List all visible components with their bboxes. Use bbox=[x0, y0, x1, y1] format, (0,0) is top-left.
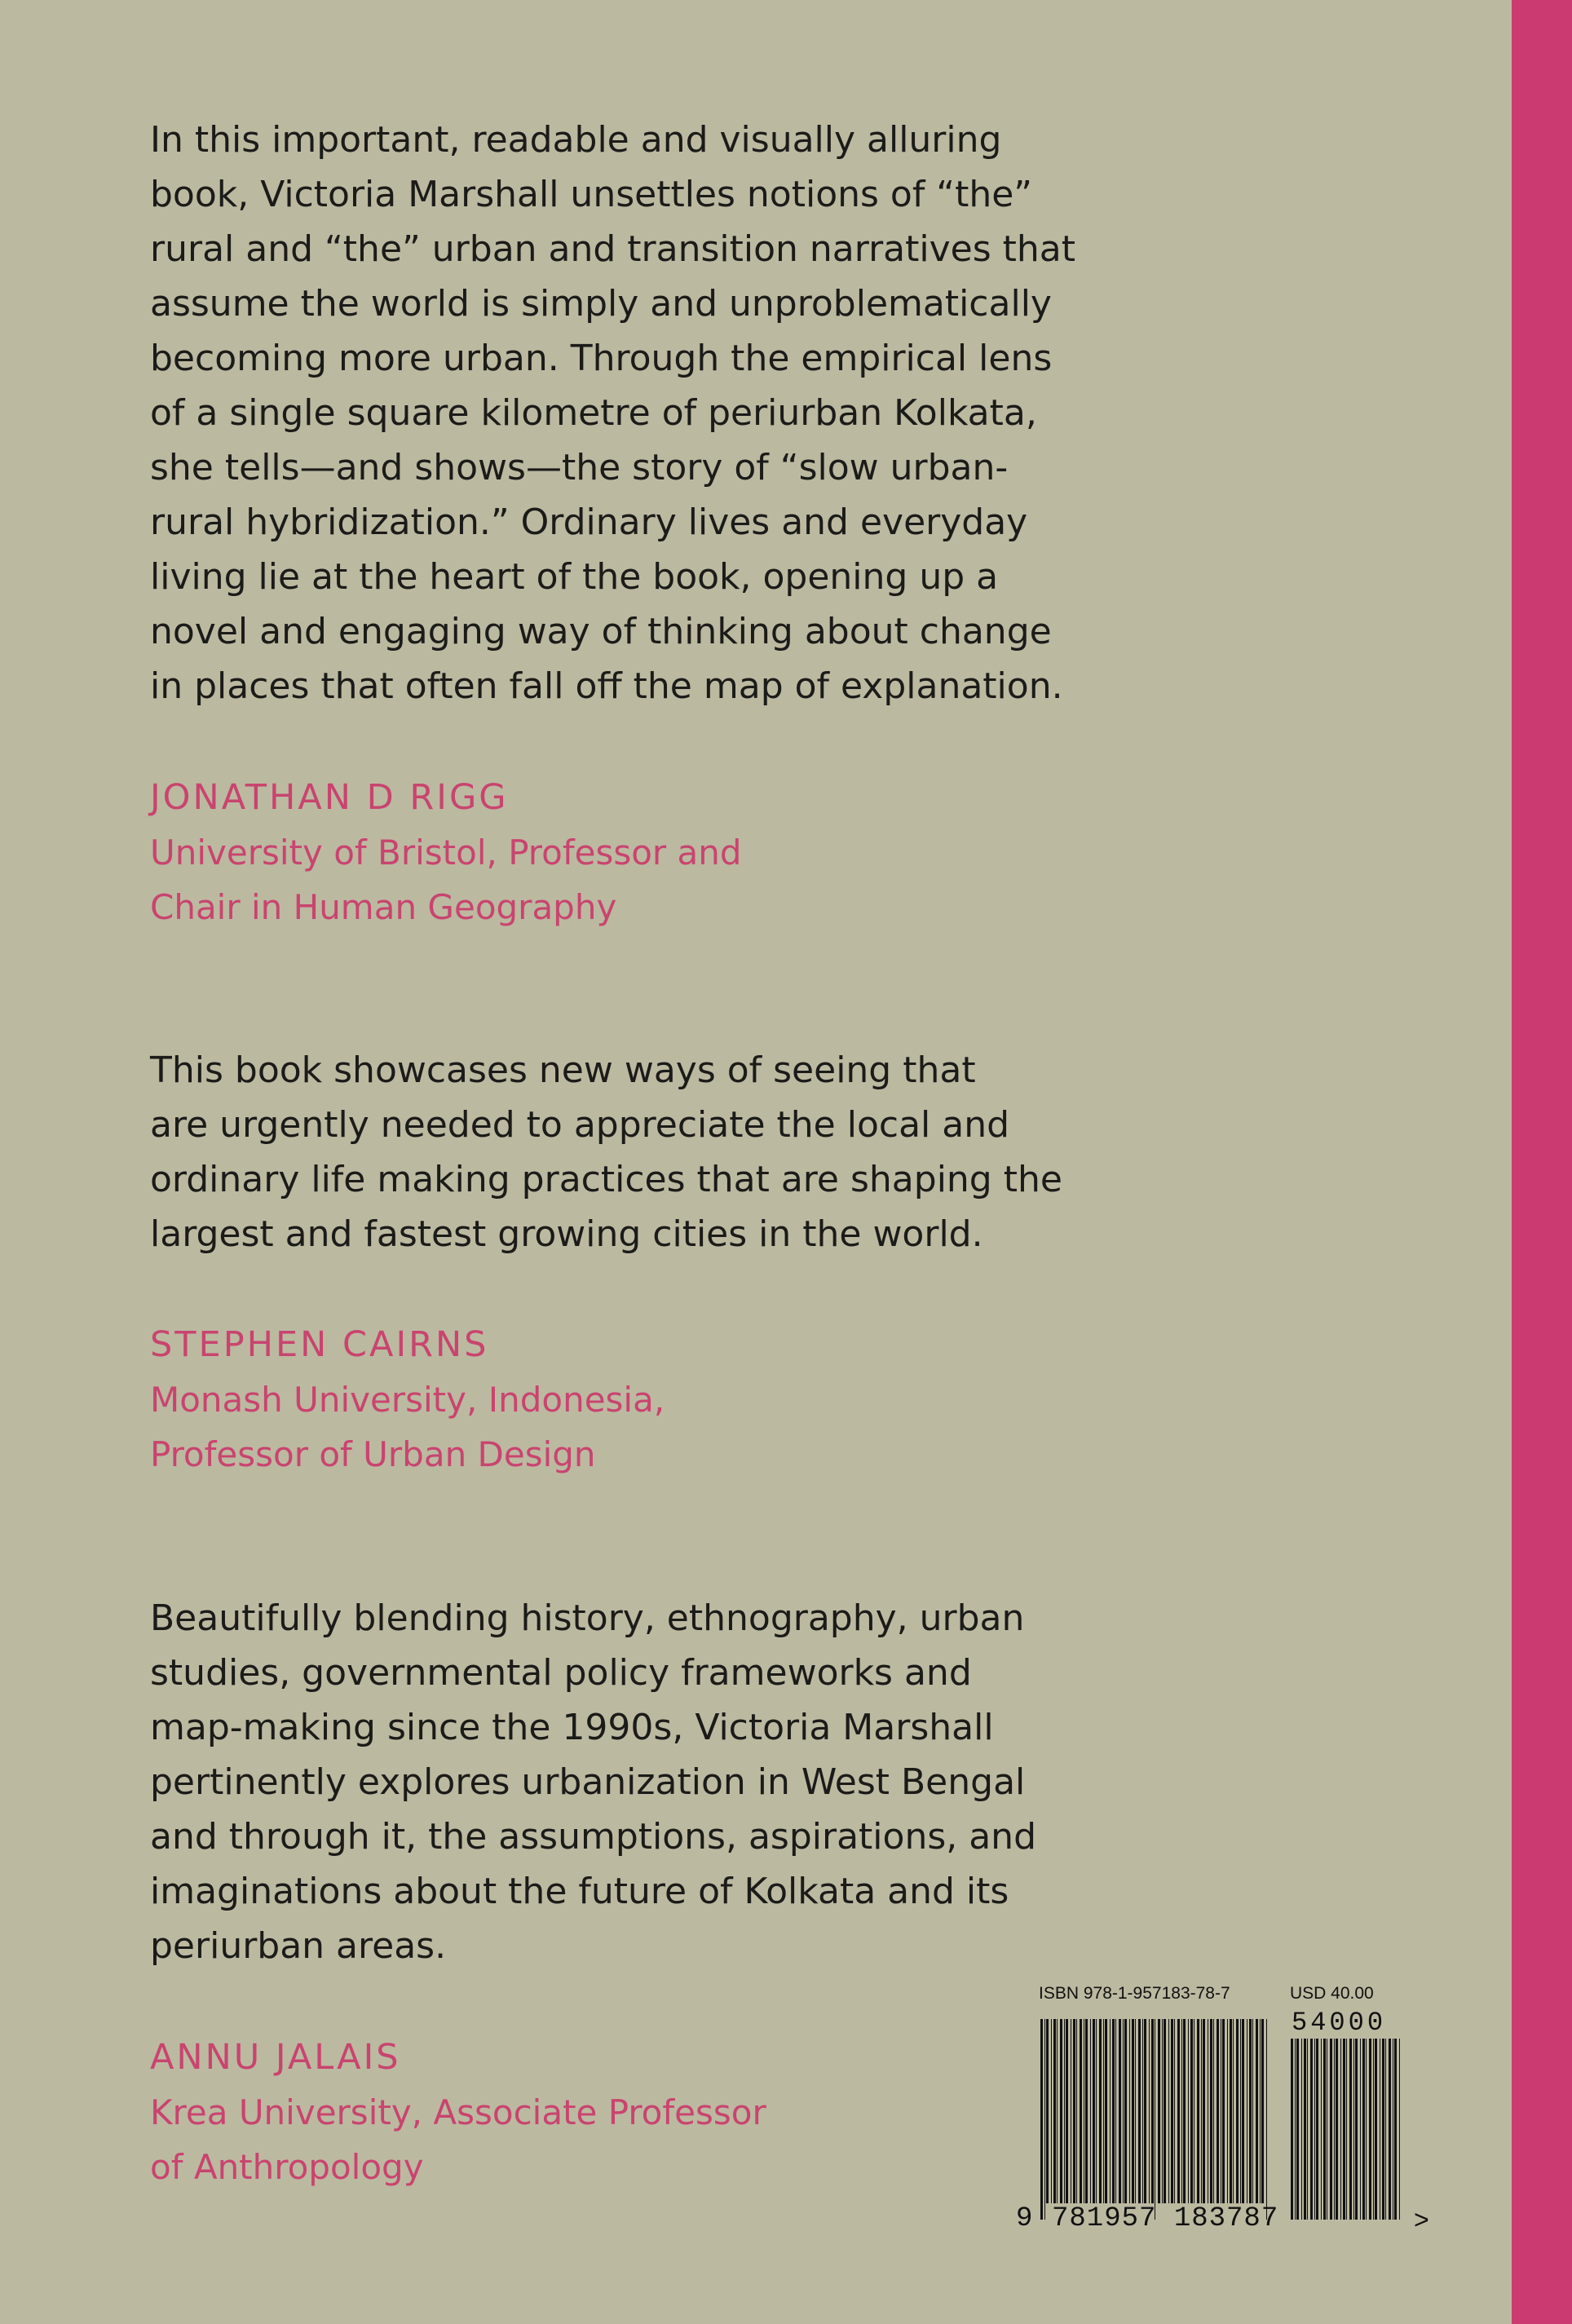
author-affiliation: Chair in Human Geography bbox=[150, 887, 617, 927]
price-label: USD 40.00 bbox=[1290, 1984, 1374, 2003]
barcode-bar bbox=[1249, 2019, 1252, 2203]
attribution-cairns bbox=[150, 1317, 665, 1482]
barcode-bar bbox=[1174, 2019, 1175, 2203]
barcode-bar bbox=[1183, 2019, 1186, 2203]
barcode-bar bbox=[1362, 2039, 1365, 2220]
barcode-bar bbox=[1385, 2039, 1386, 2220]
author-affiliation: of Anthropology bbox=[150, 2147, 424, 2187]
barcode-bar bbox=[1242, 2019, 1244, 2203]
blurb-line: assume the world is simply and unproblematically bbox=[150, 283, 1052, 325]
barcode-bar bbox=[1295, 2039, 1296, 2220]
barcode-bar bbox=[1066, 2019, 1068, 2203]
barcode-bar bbox=[1040, 2019, 1043, 2220]
barcode-bar bbox=[1210, 2019, 1212, 2203]
barcode-bar bbox=[1266, 2019, 1267, 2220]
barcode-bar bbox=[1343, 2039, 1345, 2220]
barcode-bar bbox=[1261, 2019, 1264, 2203]
barcode-bar bbox=[1373, 2039, 1374, 2220]
barcode-bar bbox=[1252, 2019, 1253, 2203]
barcode-bar bbox=[1057, 2019, 1058, 2203]
barcode-bar bbox=[1103, 2019, 1104, 2203]
barcode-bar bbox=[1151, 2019, 1154, 2203]
barcode-bar bbox=[1177, 2019, 1180, 2203]
barcode-bar bbox=[1260, 2019, 1261, 2203]
ean-barcode bbox=[1039, 2019, 1270, 2220]
addon-barcode bbox=[1289, 2039, 1403, 2220]
barcode-bar bbox=[1149, 2019, 1150, 2203]
barcode-bar bbox=[1291, 2039, 1293, 2220]
barcode-bar bbox=[1162, 2019, 1163, 2203]
barcode-bar bbox=[1085, 2019, 1088, 2203]
barcode-bar bbox=[1360, 2039, 1361, 2220]
barcode-bar bbox=[1366, 2039, 1367, 2220]
blurb-line: This book showcases new ways of seeing that bbox=[150, 1049, 976, 1091]
attribution-rigg bbox=[150, 770, 742, 934]
author-affiliation: University of Bristol, Professor and bbox=[150, 833, 742, 873]
barcode-bar bbox=[1316, 2039, 1318, 2220]
blurb-line: and through it, the assumptions, aspirations, and bbox=[150, 1816, 1037, 1858]
barcode-bar bbox=[1080, 2019, 1082, 2203]
barcode-bar bbox=[1110, 2019, 1111, 2203]
blurb-line: imaginations about the future of Kolkata and its bbox=[150, 1871, 1009, 1912]
barcode-bar bbox=[1188, 2019, 1189, 2203]
ean-first-digit: 9 bbox=[1016, 2203, 1033, 2234]
barcode-bar bbox=[1314, 2039, 1315, 2220]
barcode-bar bbox=[1112, 2019, 1115, 2203]
blurb-line: becoming more urban. Through the empirical lens bbox=[150, 338, 1053, 379]
blurb-line: living lie at the heart of the book, opening up a bbox=[150, 556, 999, 598]
barcode-bar bbox=[1330, 2039, 1332, 2220]
barcode-bar bbox=[1093, 2019, 1095, 2203]
barcode-bar bbox=[1123, 2019, 1124, 2203]
barcode-bar bbox=[1171, 2019, 1173, 2203]
barcode-bar bbox=[1236, 2019, 1239, 2203]
author-affiliation: Monash University, Indonesia, bbox=[150, 1380, 665, 1420]
barcode-bar bbox=[1164, 2019, 1166, 2203]
barcode-bar bbox=[1336, 2039, 1338, 2220]
blurb-line: rural hybridization.” Ordinary lives and everyday bbox=[150, 501, 1028, 543]
blurb-line: studies, governmental policy frameworks and bbox=[150, 1652, 972, 1694]
barcode-bar bbox=[1135, 2019, 1136, 2203]
barcode-bar bbox=[1369, 2039, 1371, 2220]
barcode-bar bbox=[1301, 2039, 1302, 2220]
barcode-bar bbox=[1340, 2039, 1341, 2220]
barcode-bar bbox=[1158, 2019, 1160, 2203]
blurb-rigg bbox=[150, 113, 1075, 714]
blurb-line: novel and engaging way of thinking about change bbox=[150, 611, 1052, 652]
barcode-bar bbox=[1053, 2019, 1056, 2203]
barcode-bar bbox=[1349, 2039, 1352, 2220]
barcode-bar bbox=[1256, 2019, 1258, 2203]
blurb-line: in places that often fall off the map of explanation. bbox=[150, 665, 1063, 707]
ean-digits: 781957 183787 bbox=[1052, 2203, 1279, 2234]
blurb-line: largest and fastest growing cities in the world. bbox=[150, 1213, 983, 1255]
barcode-bar bbox=[1201, 2019, 1202, 2203]
blurb-line: of a single square kilometre of periurban Kolkata, bbox=[150, 392, 1037, 434]
attribution-jalais bbox=[150, 2030, 766, 2194]
barcode-bar bbox=[1051, 2019, 1052, 2203]
blurb-line: pertinently explores urbanization in West Bengal bbox=[150, 1761, 1026, 1803]
blurb-line: In this important, readable and visually alluring bbox=[150, 119, 1002, 161]
barcode-bar bbox=[1394, 2039, 1397, 2220]
blurb-line: rural and “the” urban and transition narratives that bbox=[150, 228, 1075, 270]
barcode-bar bbox=[1073, 2019, 1075, 2203]
barcode-bar bbox=[1105, 2019, 1107, 2203]
barcode-bar bbox=[1190, 2019, 1193, 2203]
barcode-bar bbox=[1227, 2019, 1228, 2203]
barcode-bar bbox=[1124, 2019, 1127, 2203]
barcode-bar bbox=[1240, 2019, 1241, 2203]
barcode-bar bbox=[1296, 2039, 1299, 2220]
barcode-bar bbox=[1217, 2019, 1219, 2203]
barcode-bar bbox=[1119, 2019, 1121, 2203]
barcode-bar bbox=[1310, 2039, 1313, 2220]
blurb-line: are urgently needed to appreciate the local and bbox=[150, 1104, 1010, 1146]
quiet-zone-mark: > bbox=[1414, 2205, 1429, 2234]
barcode-bar bbox=[1060, 2019, 1062, 2203]
barcode-bar bbox=[1389, 2039, 1391, 2220]
author-name: JONATHAN D RIGG bbox=[150, 777, 509, 818]
barcode-bar bbox=[1132, 2019, 1134, 2203]
blurb-line: ordinary life making practices that are shaping the bbox=[150, 1159, 1062, 1200]
author-name: STEPHEN CAIRNS bbox=[150, 1324, 489, 1365]
barcode-bar bbox=[1142, 2019, 1143, 2203]
barcode-bar bbox=[1323, 2039, 1326, 2220]
author-affiliation: Professor of Urban Design bbox=[150, 1434, 596, 1474]
barcode-bar bbox=[1064, 2019, 1065, 2203]
blurb-line: map-making since the 1990s, Victoria Marshall bbox=[150, 1707, 994, 1748]
barcode-bar bbox=[1138, 2019, 1141, 2203]
barcode-bar bbox=[1090, 2019, 1091, 2203]
barcode-bar bbox=[1304, 2039, 1306, 2220]
author-affiliation: Krea University, Associate Professor bbox=[150, 2092, 766, 2132]
spine-color-band bbox=[1512, 0, 1572, 2324]
barcode-bar bbox=[1129, 2019, 1130, 2203]
barcode-bar bbox=[1375, 2039, 1377, 2220]
author-name: ANNU JALAIS bbox=[150, 2037, 401, 2078]
barcode-bar bbox=[1222, 2019, 1225, 2203]
blurb-line: periurban areas. bbox=[150, 1925, 447, 1967]
barcode-bar bbox=[1353, 2039, 1354, 2220]
barcode-bar bbox=[1213, 2019, 1214, 2203]
blurb-line: she tells—and shows—the story of “slow urban- bbox=[150, 447, 1009, 488]
blurb-jalais bbox=[150, 1591, 1036, 1973]
blurb-line: book, Victoria Marshall unsettles notions of “the” bbox=[150, 174, 1033, 215]
addon-digits: 54000 bbox=[1292, 2008, 1387, 2038]
barcode-bar bbox=[1099, 2019, 1102, 2203]
barcode-bar bbox=[1197, 2019, 1199, 2203]
blurb-line: Beautifully blending history, ethnography, urban bbox=[150, 1597, 1025, 1639]
barcode-bar bbox=[1307, 2039, 1308, 2220]
barcode-bar bbox=[1203, 2019, 1205, 2203]
barcode-bar bbox=[1115, 2019, 1116, 2203]
barcode-bar bbox=[1181, 2019, 1182, 2203]
blurb-cairns bbox=[150, 1043, 1062, 1261]
isbn-label: ISBN 978-1-957183-78-7 bbox=[1039, 1984, 1230, 2003]
barcode-bar bbox=[1321, 2039, 1322, 2220]
barcode-bar bbox=[1168, 2019, 1169, 2203]
barcode-bar bbox=[1334, 2039, 1335, 2220]
barcode-bar bbox=[1096, 2019, 1097, 2203]
barcode-bar bbox=[1044, 2019, 1045, 2220]
barcode-bar bbox=[1346, 2039, 1347, 2220]
barcode-bar bbox=[1230, 2019, 1232, 2203]
barcode-bar bbox=[1144, 2019, 1146, 2203]
barcode-bar bbox=[1355, 2039, 1358, 2220]
barcode-bar bbox=[1399, 2039, 1400, 2220]
barcode-bar bbox=[1233, 2019, 1234, 2203]
barcode-bar bbox=[1382, 2039, 1384, 2220]
barcode-bar bbox=[1076, 2019, 1077, 2203]
barcode-bar bbox=[1046, 2019, 1049, 2203]
